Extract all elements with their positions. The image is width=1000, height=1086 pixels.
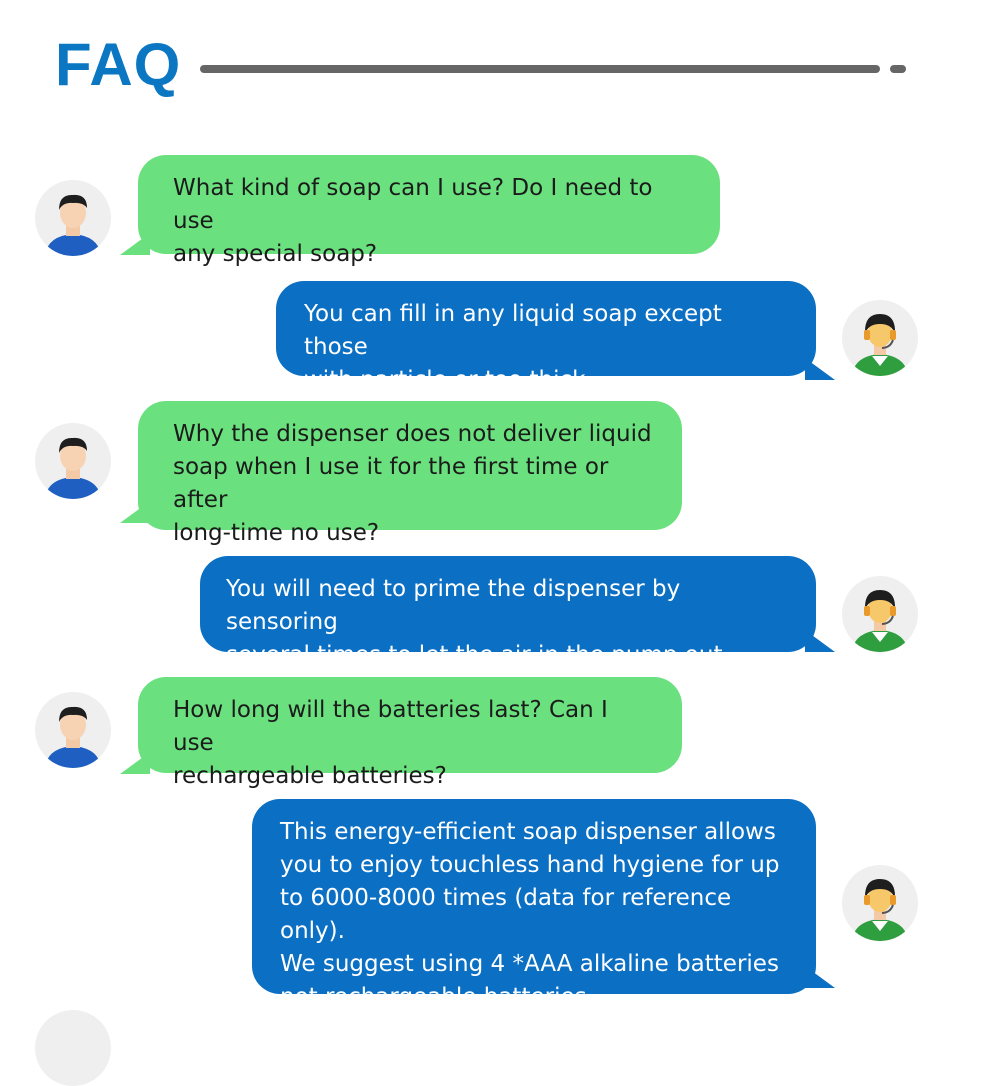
answer-bubble: This energy-efficient soap dispenser allows you to enjoy touchless hand hygiene for up to 6000-8000 times (data for reference only). We suggest using 4 *AAA alkaline batteries not rechargeable batteries. — [252, 799, 816, 994]
question-bubble: Why the dispenser does not deliver liquid soap when I use it for the first time or after long-time no use? — [138, 401, 682, 530]
support-agent-headset-icon — [842, 576, 918, 652]
bubble-tail — [805, 966, 835, 988]
man-avatar-icon — [35, 692, 111, 768]
question-bubble: What kind of soap can I use? Do I need to use any special soap? — [138, 155, 720, 254]
faq-header — [0, 0, 1000, 120]
support-agent-headset-icon — [842, 300, 918, 376]
bubble-tail — [805, 358, 835, 380]
answer-bubble: You will need to prime the dispenser by sensoring several times to let the air in the pump out. — [200, 556, 816, 652]
support-agent-headset-icon — [842, 865, 918, 941]
answer-bubble: You can fill in any liquid soap except those with particle or too thick. — [276, 281, 816, 376]
bubble-tail — [805, 630, 835, 652]
question-bubble: How long will the batteries last? Can I use rechargeable batteries? — [138, 677, 682, 773]
man-avatar-icon — [35, 1010, 111, 1086]
title-divider — [200, 65, 880, 73]
man-avatar-icon — [35, 423, 111, 499]
page-title: FAQ — [55, 31, 182, 98]
man-avatar-icon — [35, 180, 111, 256]
title-divider-dot — [890, 65, 906, 73]
